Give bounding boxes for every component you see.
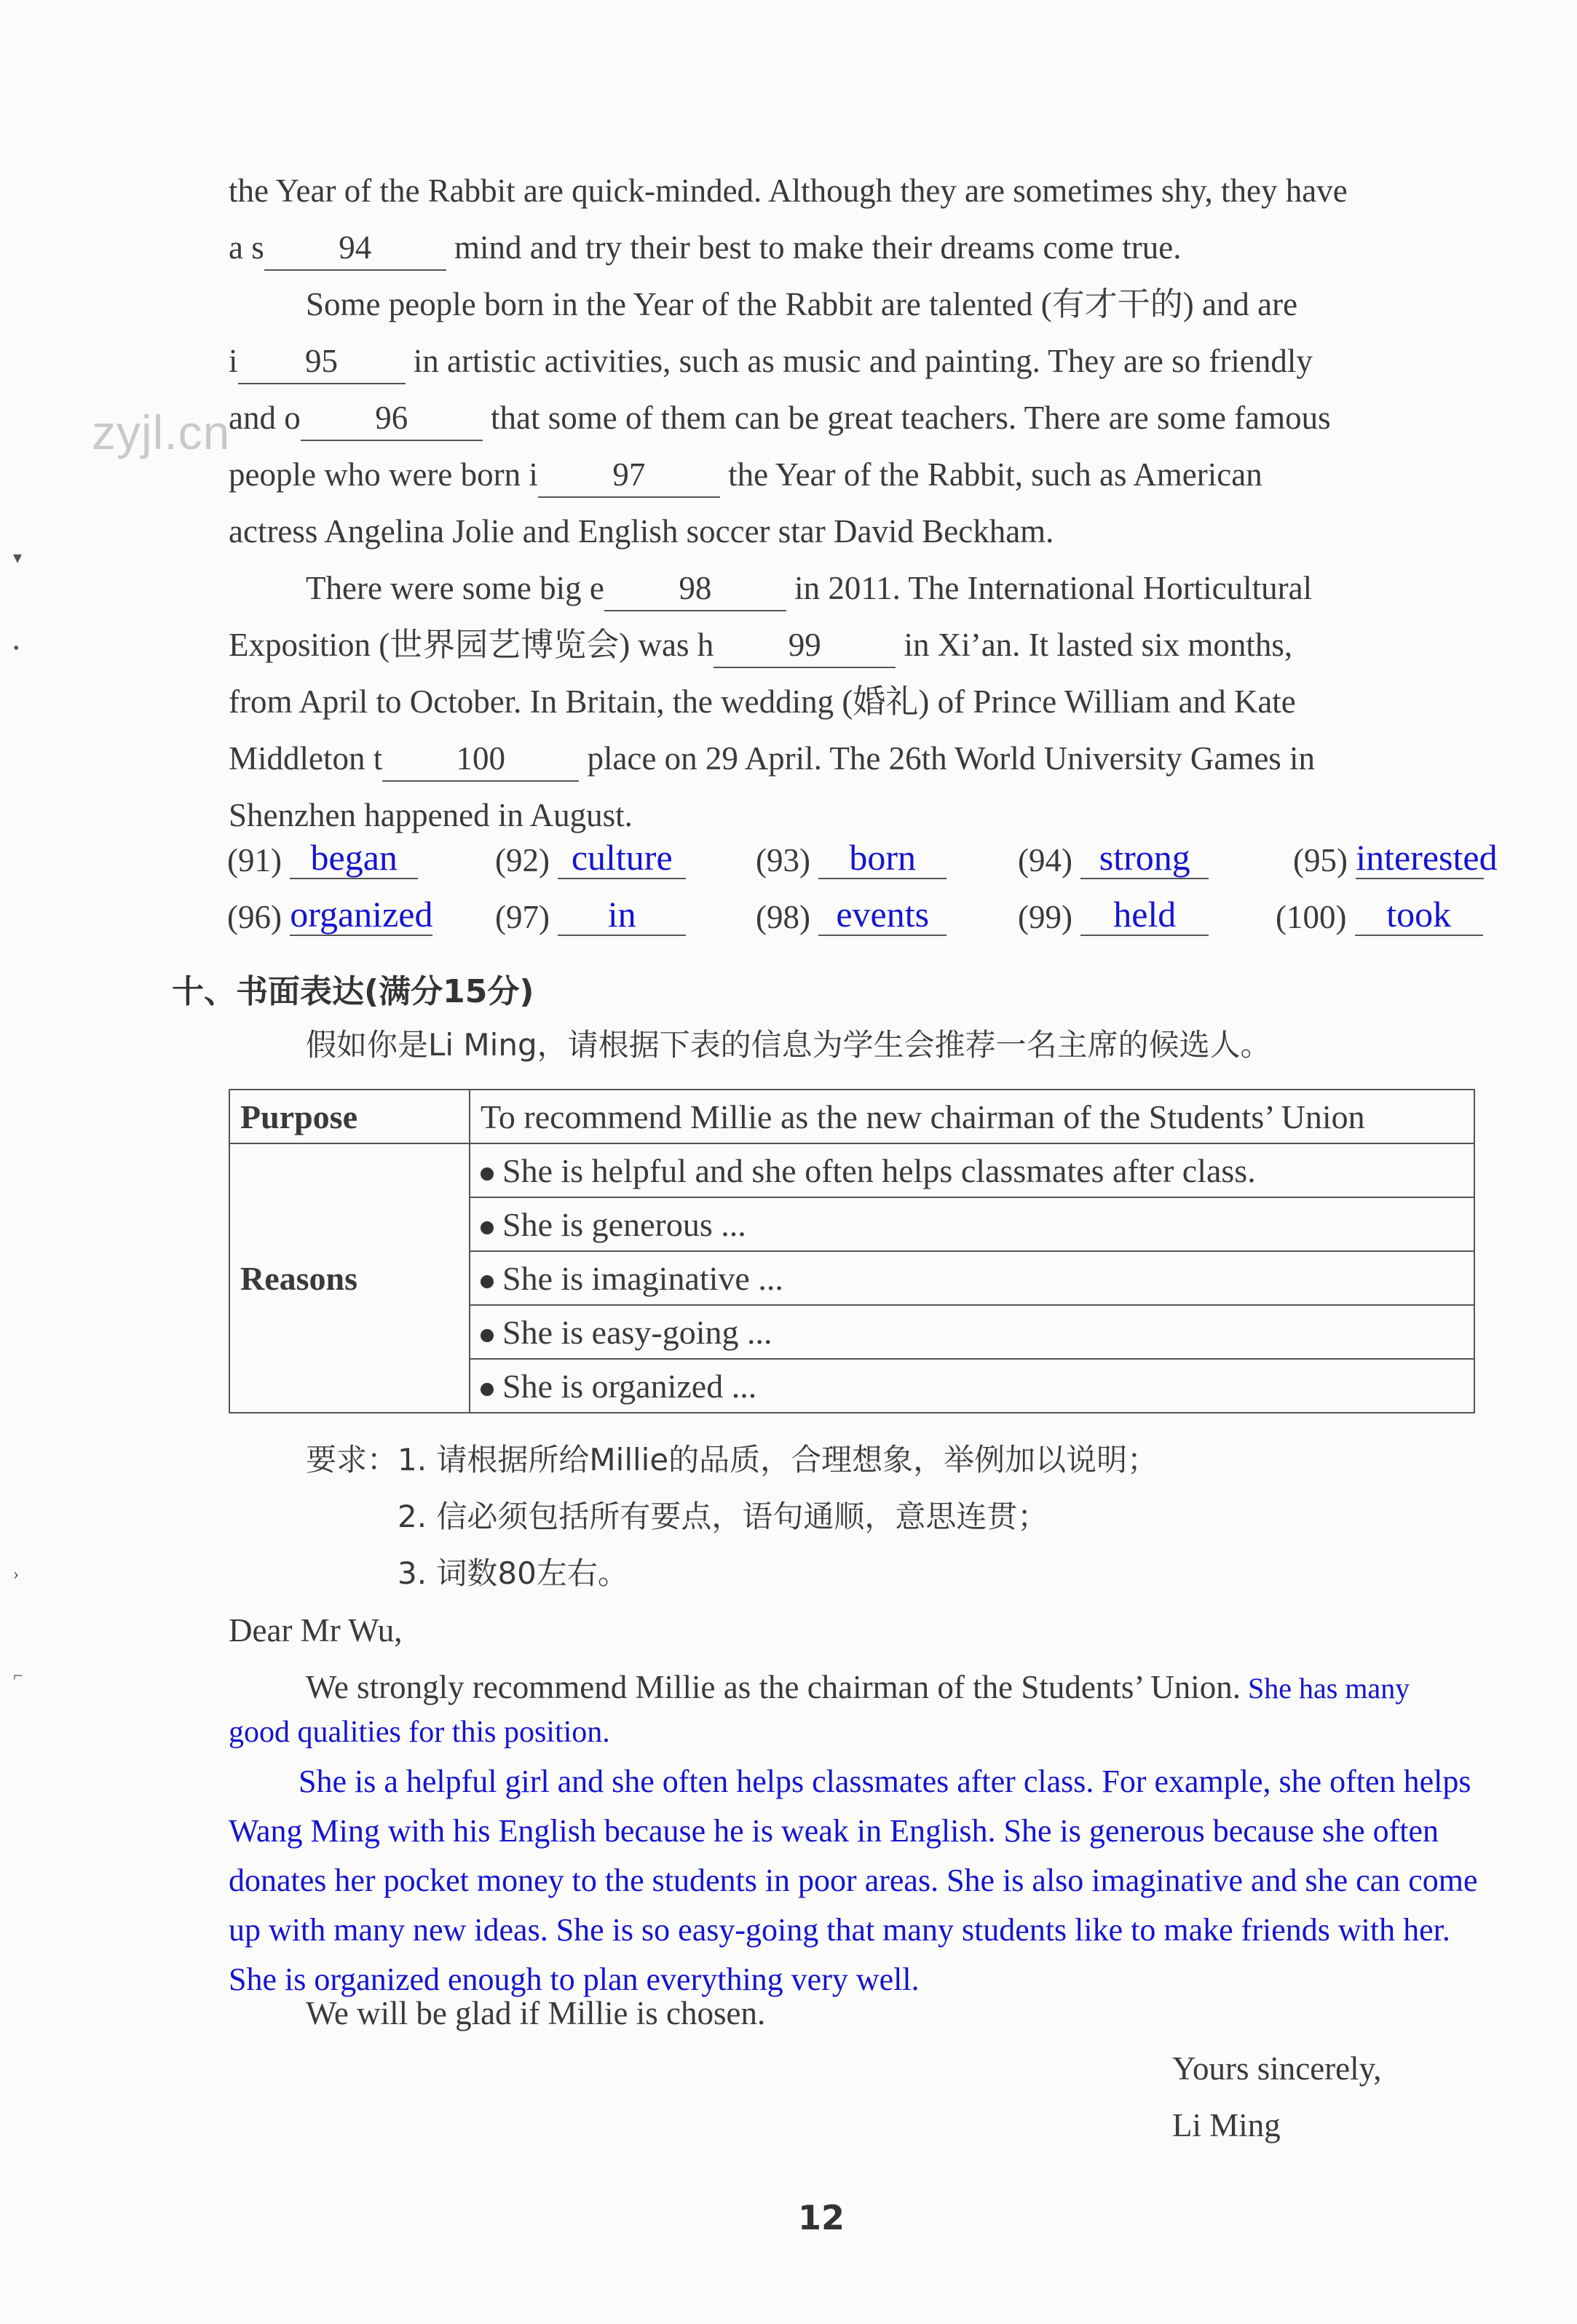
requirement-2: 2. 信必须包括所有要点，语句通顺，意思连贯； (398, 1499, 1048, 1534)
blank-100: 100 (382, 737, 579, 782)
handwritten-line: She is organized enough to plan everything very well. (229, 1962, 920, 1997)
letter-signature: Li Ming (1172, 2107, 1281, 2143)
answer-94: (94) strong (1018, 837, 1209, 879)
bullet-icon (481, 1329, 494, 1342)
letter-signoff: Yours sincerely, (1172, 2050, 1382, 2087)
passage-line: and o 96 that some of them can be great teachers. There are some famous (229, 396, 1331, 441)
handwritten-line: up with many new ideas. She is so easy-going that many students like to make friends with her. (229, 1912, 1450, 1948)
handwritten-line: She is a helpful girl and she often helps classmates after class. For example, she often helps (299, 1764, 1471, 1799)
bullet-icon (481, 1383, 494, 1396)
letter-closing-line: We will be glad if Millie is chosen. (306, 1995, 766, 2031)
scan-mark: • (13, 639, 20, 658)
passage-line: Some people born in the Year of the Rabbit are talented (有才干的) and are (306, 286, 1298, 322)
purpose-label: Purpose (229, 1090, 470, 1143)
passage-line: Middleton t 100 place on 29 April. The 26th World University Games in (229, 737, 1315, 782)
purpose-text: To recommend Millie as the new chairman of the Students’ Union (470, 1090, 1474, 1143)
answer-98: (98) events (756, 894, 946, 936)
requirement-1: 要求：1. 请根据所给Millie的品质，合理想象，举例加以说明； (306, 1442, 1158, 1478)
answer-93: (93) born (756, 837, 946, 879)
section-heading: 十、书面表达(满分15分) (172, 973, 534, 1010)
info-table (229, 1089, 1475, 1413)
blank-94: 94 (264, 226, 446, 271)
blank-98: 98 (604, 566, 786, 611)
handwritten-line: Wang Ming with his English because he is weak in English. She is generous because she often (229, 1813, 1439, 1849)
blank-97: 97 (538, 453, 720, 498)
scan-mark: › (13, 1565, 19, 1584)
letter-greeting: Dear Mr Wu, (229, 1612, 403, 1649)
handwritten-line: good qualities for this position. (229, 1716, 610, 1749)
scan-mark: ⌐ (13, 1667, 23, 1686)
bullet-icon (481, 1167, 494, 1181)
section-instruction: 假如你是Li Ming，请根据下表的信息为学生会推荐一名主席的候选人。 (306, 1027, 1271, 1063)
passage-line: the Year of the Rabbit are quick-minded. Although they are sometimes shy, they have (229, 172, 1348, 209)
answer-97: (97) in (495, 894, 686, 936)
passage-line: from April to October. In Britain, the wedding (婚礼) of Prince William and Kate (229, 683, 1296, 720)
table-row (229, 1143, 1474, 1197)
scan-mark: ▾ (13, 549, 23, 568)
passage-line: people who were born i 97 the Year of the Rabbit, such as American (229, 453, 1262, 498)
passage-line: actress Angelina Jolie and English soccer star David Beckham. (229, 513, 1054, 550)
answer-99: (99) held (1018, 894, 1209, 936)
letter-line: We strongly recommend Millie as the chairman of the Students’ Union. She has many (306, 1669, 1410, 1705)
answer-95: (95) interested (1293, 837, 1498, 879)
passage-line: a s 94 mind and try their best to make their dreams come true. (229, 226, 1181, 271)
passage-line: Exposition (世界园艺博览会) was h 99 in Xi’an. It lasted six months, (229, 623, 1292, 668)
answer-96: (96) organized (227, 894, 433, 935)
page-number: 12 (798, 2198, 845, 2237)
answer-91: (91) began (227, 837, 418, 879)
answer-92: (92) culture (495, 837, 686, 879)
blank-95: 95 (238, 339, 406, 384)
reason-item: She is helpful and she often helps classmates after class. (470, 1143, 1474, 1197)
blank-99: 99 (714, 623, 896, 668)
reason-item: She is easy-going ... (470, 1305, 1474, 1359)
bullet-icon (481, 1221, 494, 1234)
table-row (229, 1090, 1474, 1143)
reason-item: She is generous ... (470, 1197, 1474, 1251)
requirement-3: 3. 词数80左右。 (398, 1555, 628, 1591)
passage-line: Shenzhen happened in August. (229, 797, 633, 833)
reasons-label: Reasons (229, 1143, 470, 1413)
watermark: zyjl.cn (92, 405, 231, 459)
answer-100: (100) took (1276, 894, 1483, 936)
bullet-icon (481, 1275, 494, 1288)
passage-line: There were some big e 98 in 2011. The International Horticultural (306, 566, 1312, 611)
passage-line: i 95 in artistic activities, such as music and painting. They are so friendly (229, 339, 1313, 384)
handwritten-line: donates her pocket money to the students in poor areas. She is also imaginative and she can come (229, 1863, 1478, 1898)
blank-96: 96 (301, 396, 483, 441)
reason-item: She is imaginative ... (470, 1251, 1474, 1305)
reason-item: She is organized ... (470, 1359, 1474, 1413)
